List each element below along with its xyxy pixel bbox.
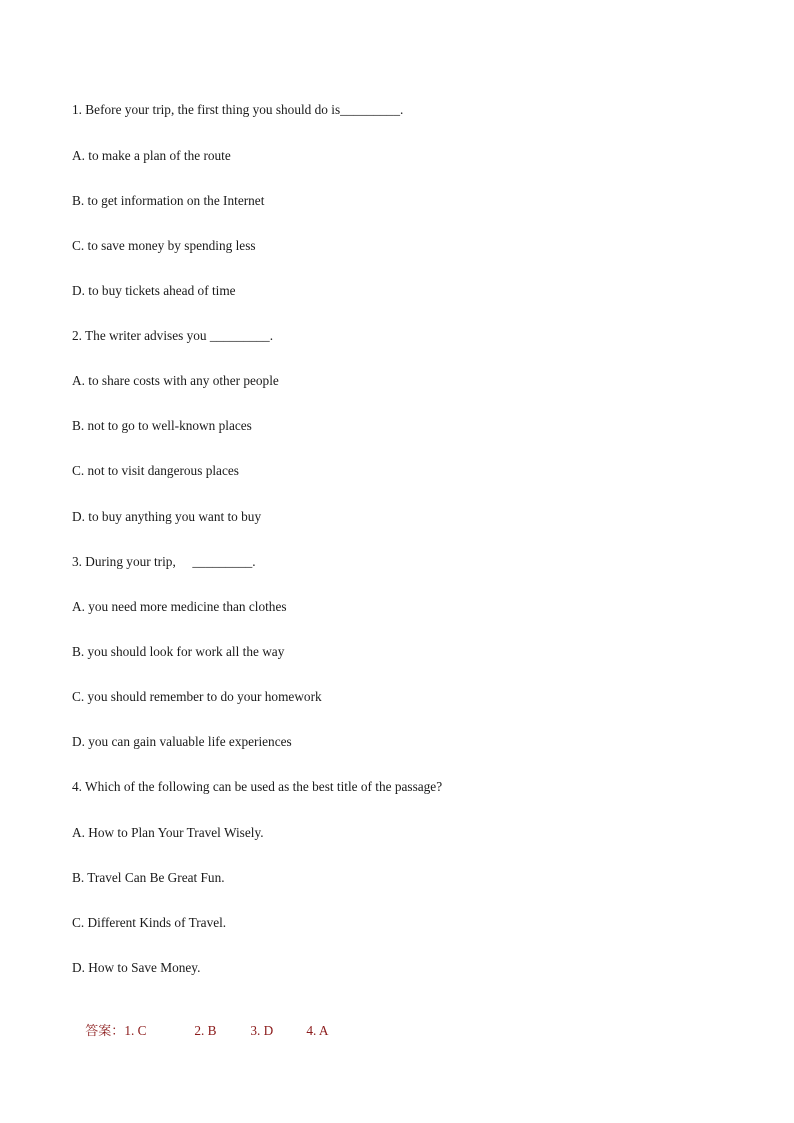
- question-1-option-b: B. to get information on the Internet: [72, 193, 265, 208]
- question-4-stem: 4. Which of the following can be used as the best title of the passage?: [72, 779, 443, 794]
- question-3-option-c: C. you should remember to do your homework: [72, 689, 322, 704]
- question-2-option-c: C. not to visit dangerous places: [72, 463, 239, 478]
- question-1-option-d: D. to buy tickets ahead of time: [72, 283, 236, 298]
- question-1-option-a: A. to make a plan of the route: [72, 148, 231, 163]
- answer-3: 3. D: [250, 1023, 274, 1038]
- answer-2: 2. B: [194, 1023, 217, 1038]
- answer-key: [72, 1004, 328, 1059]
- question-3-option-d: D. you can gain valuable life experiences: [72, 734, 292, 749]
- question-4-option-a: A. How to Plan Your Travel Wisely.: [72, 825, 264, 840]
- question-2-option-a: A. to share costs with any other people: [72, 373, 279, 388]
- question-2-stem: 2. The writer advises you _________.: [72, 328, 274, 343]
- question-1-stem: 1. Before your trip, the first thing you should do is_________.: [72, 102, 404, 117]
- question-4-option-b: B. Travel Can Be Great Fun.: [72, 870, 225, 885]
- question-3-option-a: A. you need more medicine than clothes: [72, 599, 287, 614]
- answer-4: 4. A: [306, 1023, 329, 1038]
- question-4-option-d: D. How to Save Money.: [72, 960, 201, 975]
- question-2-option-b: B. not to go to well-known places: [72, 418, 252, 433]
- question-1-option-c: C. to save money by spending less: [72, 238, 256, 253]
- question-3-option-b: B. you should look for work all the way: [72, 644, 285, 659]
- question-2-option-d: D. to buy anything you want to buy: [72, 509, 262, 524]
- answer-key-label: 答案：: [85, 1024, 125, 1039]
- question-4-option-c: C. Different Kinds of Travel.: [72, 915, 227, 930]
- answer-1: 1. C: [124, 1023, 147, 1038]
- question-3-stem: 3. During your trip, _________.: [72, 554, 256, 569]
